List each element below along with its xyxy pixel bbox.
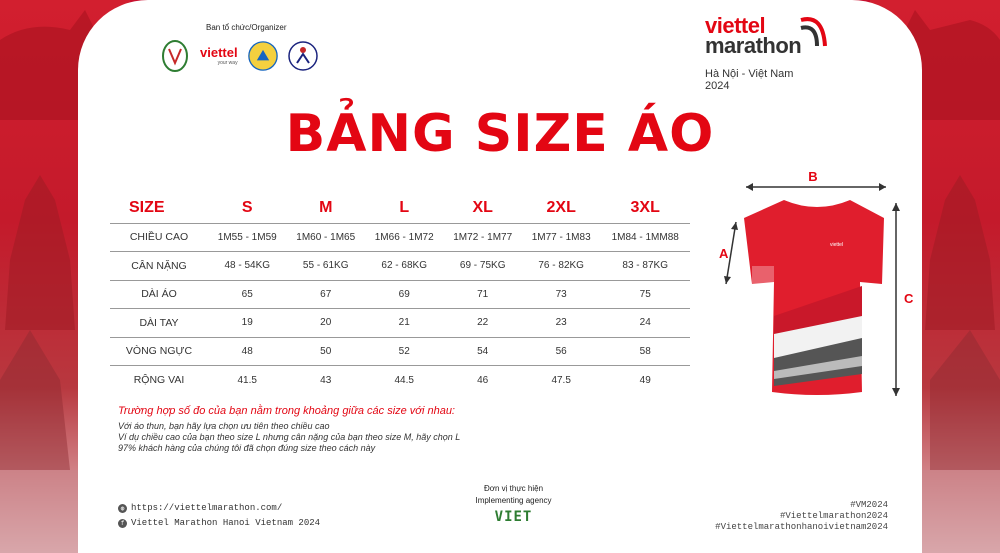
header-cell: 3XL	[600, 193, 690, 223]
table-cell: 1M60 - 1M65	[286, 223, 364, 252]
header-cell: XL	[443, 193, 521, 223]
table-row	[110, 337, 690, 366]
measure-c-label: C	[904, 291, 914, 306]
row-label: RỘNG VAI	[133, 374, 185, 386]
table-row	[110, 309, 690, 338]
row-label: CHIỀU CAO	[110, 223, 208, 252]
website-link[interactable]: https://viettelmarathon.com/	[131, 503, 283, 513]
page-title: BẢNG SIZE ÁO	[285, 104, 715, 164]
hashtag: #Viettelmarathon2024	[779, 511, 888, 521]
footer-links	[118, 501, 320, 531]
table-cell: 43	[320, 374, 332, 386]
website-row[interactable]	[118, 501, 320, 516]
row-label: DÀI TAY	[110, 309, 208, 338]
viettel-logo-text: viettel	[200, 45, 238, 60]
brand-line2: marathon	[705, 33, 802, 58]
table-cell: 71	[443, 280, 521, 309]
athletics-federation-logo-icon	[248, 38, 278, 74]
table-cell: 23	[522, 309, 600, 338]
table-cell: 65	[208, 280, 286, 309]
table-cell: 41.5	[237, 374, 257, 386]
event-year: 2024	[705, 80, 730, 92]
table-cell: 69	[365, 280, 443, 309]
header-cell: M	[286, 193, 364, 223]
table-cell: 49	[639, 374, 651, 386]
table-row	[110, 252, 690, 281]
hanoi-sports-logo-icon	[160, 38, 190, 74]
table-cell: 50	[286, 337, 364, 366]
measure-b-arrow	[746, 183, 886, 191]
measure-c-arrow	[892, 203, 900, 396]
row-label: DÀI ÁO	[110, 280, 208, 309]
table-cell: 24	[600, 309, 690, 338]
table-cell: 1M77 - 1M83	[522, 223, 600, 252]
table-cell: 44.5	[394, 374, 414, 386]
header-cell: S	[208, 193, 286, 223]
row-label: CÂN NẶNG	[110, 252, 208, 281]
viettel-slogan: your way	[217, 60, 238, 66]
shirt-measurement-diagram	[712, 166, 922, 406]
agency-label-en: Implementing agency	[475, 496, 552, 505]
table-cell: 22	[443, 309, 521, 338]
organizer-logos	[160, 38, 318, 74]
facebook-icon: f	[118, 519, 127, 528]
table-row	[110, 366, 690, 395]
header-cell: L	[365, 193, 443, 223]
organizer-label: Ban tổ chức/Organizer	[206, 23, 287, 32]
header-cell: SIZE	[110, 193, 208, 223]
table-cell: 1M55 - 1M59	[208, 223, 286, 252]
event-location	[705, 68, 793, 92]
table-row	[110, 223, 690, 252]
table-cell: 55 - 61KG	[286, 252, 364, 281]
size-chart-table	[110, 193, 690, 394]
table-cell: 67	[286, 280, 364, 309]
table-cell: 1M66 - 1M72	[365, 223, 443, 252]
table-header-row	[110, 193, 690, 223]
table-cell: 56	[522, 337, 600, 366]
row-label: VÒNG NGỰC	[110, 337, 208, 366]
hanoi-athletics-logo-icon	[288, 38, 318, 74]
table-cell: 48	[208, 337, 286, 366]
table-cell: 62 - 68KG	[365, 252, 443, 281]
shirt-brand-mark: viettel	[830, 242, 844, 248]
table-row	[110, 280, 690, 309]
table-cell: 46	[477, 374, 489, 386]
table-cell: 75	[600, 280, 690, 309]
table-cell: 76 - 82KG	[522, 252, 600, 281]
table-cell: 58	[600, 337, 690, 366]
tshirt-icon	[744, 200, 884, 395]
note-line: Với áo thun, bạn hãy lựa chọn ưu tiên theo chiều cao	[118, 421, 330, 431]
table-cell: 48 - 54KG	[208, 252, 286, 281]
table-cell: 52	[365, 337, 443, 366]
table-cell: 1M72 - 1M77	[443, 223, 521, 252]
table-cell: 73	[522, 280, 600, 309]
agency-logo: VIET	[494, 509, 533, 525]
notes-list	[118, 421, 460, 454]
table-cell: 20	[286, 309, 364, 338]
table-cell: 69 - 75KG	[443, 252, 521, 281]
hashtag: #VM2024	[850, 500, 888, 510]
note-line: 97% khách hàng của chúng tôi đã chọn đúng size theo cách này	[118, 443, 376, 453]
location-text: Hà Nội - Việt Nam	[705, 68, 794, 80]
implementing-agency	[456, 483, 571, 523]
table-cell: 47.5	[551, 374, 571, 386]
table-cell: 54	[443, 337, 521, 366]
marathon-swoosh-icon	[797, 12, 833, 52]
hashtags	[715, 500, 888, 533]
hashtag: #Viettelmarathonhanoivietnam2024	[715, 522, 888, 532]
viettel-logo	[200, 46, 238, 66]
agency-label-vi: Đơn vị thực hiện	[483, 484, 544, 493]
table-cell: 21	[365, 309, 443, 338]
table-cell: 83 - 87KG	[600, 252, 690, 281]
facebook-row[interactable]	[118, 516, 320, 531]
globe-icon: ◍	[118, 504, 127, 513]
facebook-link[interactable]: Viettel Marathon Hanoi Vietnam 2024	[131, 518, 321, 528]
table-cell: 1M84 - 1MM88	[600, 223, 690, 252]
notes-title: Trường hợp số đo của bạn nằm trong khoảng giữa các size với nhau:	[118, 405, 455, 417]
brand-line1: viettel	[705, 13, 766, 38]
measure-b-label: B	[808, 169, 818, 184]
note-line: Ví dụ chiều cao của bạn theo size L nhưng cân nặng của bạn theo size M, hãy chọn L	[118, 432, 461, 442]
table-cell: 19	[208, 309, 286, 338]
measure-a-label: A	[719, 246, 729, 261]
viettel-marathon-brand	[705, 13, 802, 58]
header-cell: 2XL	[522, 193, 600, 223]
